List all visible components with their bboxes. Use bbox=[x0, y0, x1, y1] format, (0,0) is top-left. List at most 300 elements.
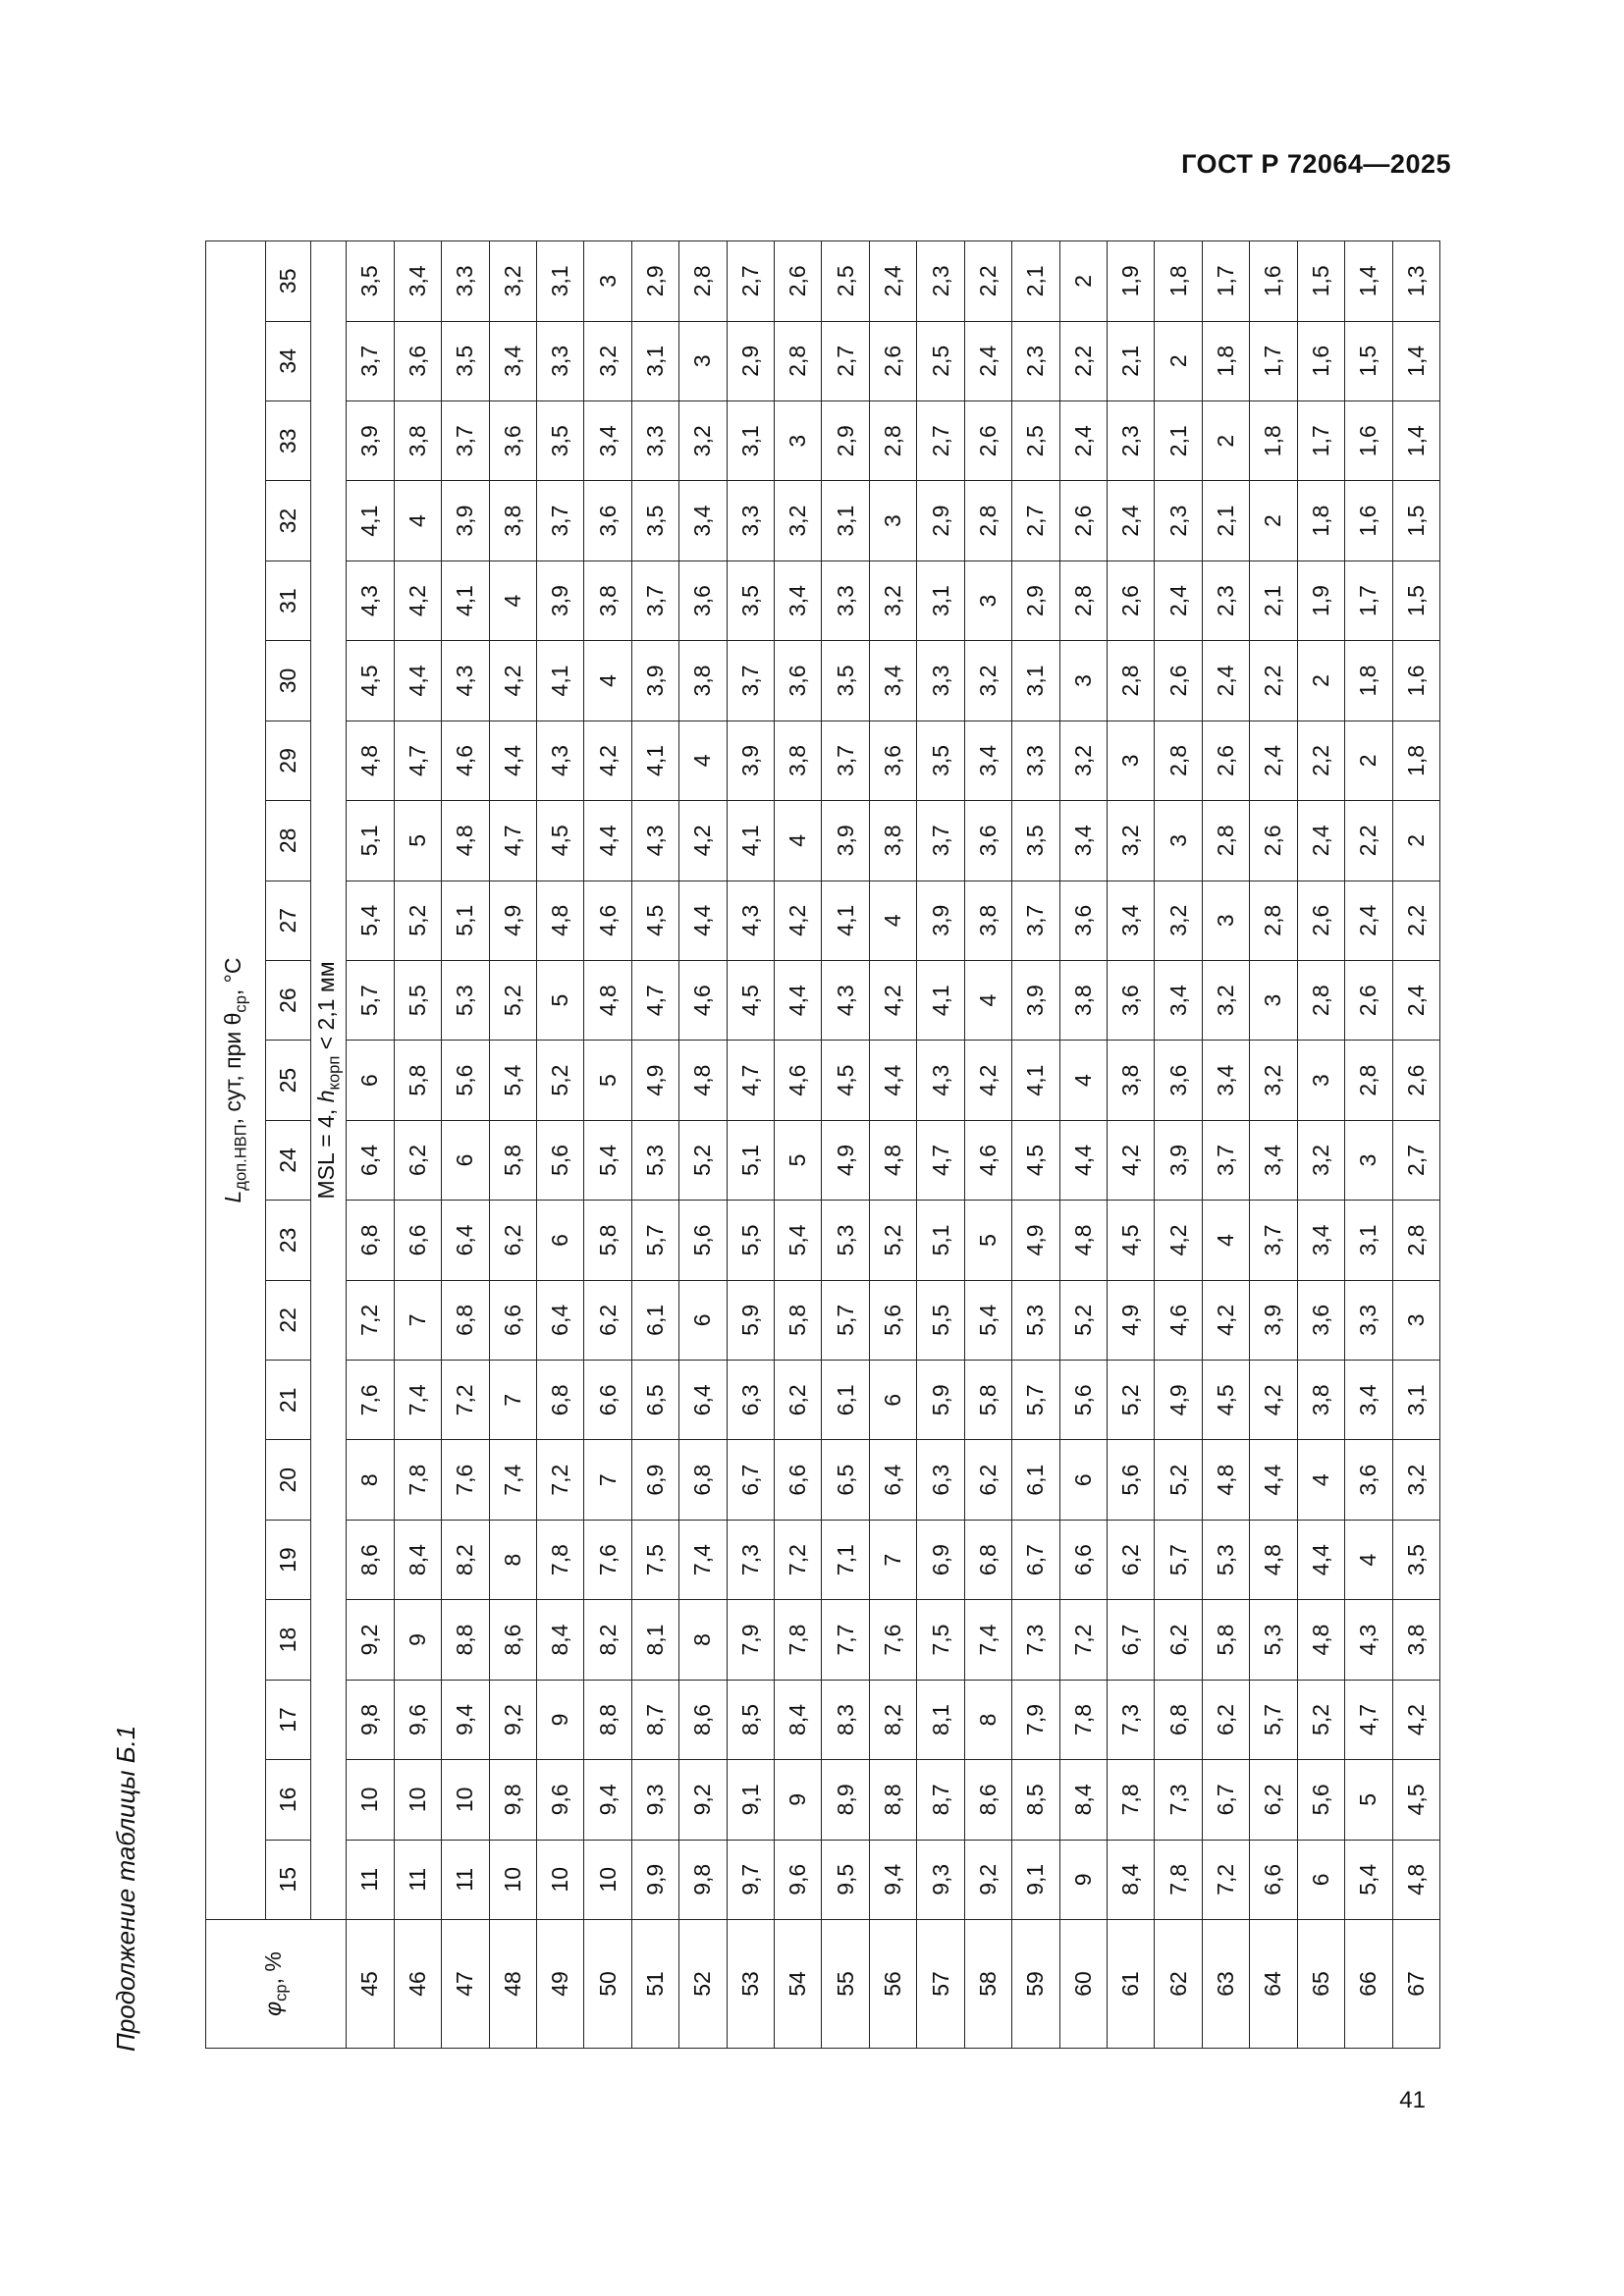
table-cell: 4,2 bbox=[584, 721, 631, 800]
table-cell: 1,8 bbox=[1155, 241, 1202, 322]
table-cell: 8,2 bbox=[869, 1680, 916, 1759]
table-cell: 6,6 bbox=[1250, 1840, 1297, 1919]
table-cell: 2,1 bbox=[1012, 241, 1059, 322]
table-cell: 9,4 bbox=[584, 1760, 631, 1840]
column-header-temp: 16 bbox=[265, 1760, 310, 1840]
row-humidity: 45 bbox=[347, 1920, 394, 2049]
table-cell: 4 bbox=[964, 960, 1011, 1040]
table-cell: 4,4 bbox=[1059, 1120, 1107, 1200]
table-cell: 3,9 bbox=[347, 400, 394, 480]
column-header-temp: 32 bbox=[265, 481, 310, 561]
table-cell: 7,6 bbox=[584, 1520, 631, 1599]
table-cell: 7,3 bbox=[1012, 1600, 1059, 1680]
row-humidity: 51 bbox=[631, 1920, 678, 2049]
page-number: 41 bbox=[1399, 2087, 1426, 2113]
table-cell: 6,2 bbox=[775, 1361, 822, 1440]
table-cell: 7,6 bbox=[347, 1361, 394, 1440]
table-cell: 3,4 bbox=[1202, 1041, 1249, 1120]
table-cell: 8,8 bbox=[442, 1600, 489, 1680]
table-cell: 4,7 bbox=[489, 801, 536, 881]
table-cell: 7 bbox=[394, 1280, 441, 1360]
table-cell: 2,8 bbox=[869, 400, 916, 480]
table-cell: 1,5 bbox=[1297, 241, 1344, 322]
table-cell: 5 bbox=[775, 1120, 822, 1200]
table-cell: 9,9 bbox=[631, 1840, 678, 1919]
table-cell: 5,8 bbox=[964, 1361, 1011, 1440]
table-cell: 1,6 bbox=[1250, 241, 1297, 322]
table-cell: 2,5 bbox=[822, 241, 869, 322]
row-humidity: 47 bbox=[442, 1920, 489, 2049]
table-cell: 4,4 bbox=[489, 721, 536, 800]
table-cell: 5,2 bbox=[679, 1120, 727, 1200]
table-cell: 2,7 bbox=[727, 241, 774, 322]
table-cell: 9,2 bbox=[964, 1840, 1011, 1919]
table-cell: 7,3 bbox=[727, 1520, 774, 1599]
table-cell: 3,4 bbox=[1250, 1120, 1297, 1200]
table-cell: 4,4 bbox=[394, 641, 441, 721]
table-cell: 2,7 bbox=[917, 400, 964, 480]
table-cell: 6,2 bbox=[1155, 1600, 1202, 1680]
lifetime-header: $L_{доп.НВП}$, сут, при $\theta_{ср}$, °С bbox=[206, 241, 266, 1920]
table-cell: 9,2 bbox=[347, 1600, 394, 1680]
table-row bbox=[631, 241, 678, 2049]
table-cell: 9,4 bbox=[442, 1680, 489, 1759]
table-cell: 2,3 bbox=[1155, 481, 1202, 561]
table-cell: 8,4 bbox=[1059, 1760, 1107, 1840]
table-cell: 6,7 bbox=[1108, 1600, 1155, 1680]
table-cell: 7,4 bbox=[964, 1600, 1011, 1680]
table-cell: 6,4 bbox=[442, 1201, 489, 1280]
table-cell: 3,1 bbox=[822, 481, 869, 561]
table-cell: 1,6 bbox=[1297, 321, 1344, 400]
table-cell: 1,9 bbox=[1108, 241, 1155, 322]
msl-condition: MSL = 4, $h_{корп} < 2,1$ мм bbox=[310, 241, 346, 1920]
table-cell: 2,6 bbox=[1392, 1041, 1439, 1120]
table-cell: 11 bbox=[394, 1840, 441, 1919]
table-cell: 3,5 bbox=[1392, 1520, 1439, 1599]
column-header-temp: 28 bbox=[265, 801, 310, 881]
table-cell: 8,6 bbox=[347, 1520, 394, 1599]
table-cell: 2,4 bbox=[1108, 481, 1155, 561]
table-cell: 7,8 bbox=[1059, 1680, 1107, 1759]
table-cell: 5,3 bbox=[631, 1120, 678, 1200]
table-cell: 6 bbox=[869, 1361, 916, 1440]
table-row bbox=[1012, 241, 1059, 2049]
table-cell: 3,2 bbox=[1059, 721, 1107, 800]
table-cell: 2,8 bbox=[1392, 1201, 1439, 1280]
table-cell: 3,2 bbox=[489, 241, 536, 322]
table-cell: 2,4 bbox=[964, 321, 1011, 400]
table-cell: 4 bbox=[1202, 1201, 1249, 1280]
column-header-temp: 29 bbox=[265, 721, 310, 800]
table-cell: 4,5 bbox=[631, 881, 678, 960]
table-cell: 3,3 bbox=[917, 641, 964, 721]
table-cell: 3,6 bbox=[1155, 1041, 1202, 1120]
table-cell: 3 bbox=[869, 481, 916, 561]
table-cell: 4,8 bbox=[536, 881, 583, 960]
table-cell: 2,6 bbox=[1345, 960, 1392, 1040]
table-cell: 7,1 bbox=[822, 1520, 869, 1599]
table-cell: 3,1 bbox=[536, 241, 583, 322]
table-cell: 4 bbox=[584, 641, 631, 721]
table-cell: 3,6 bbox=[1345, 1440, 1392, 1520]
table-cell: 5,8 bbox=[1202, 1600, 1249, 1680]
table-cell: 8,6 bbox=[679, 1680, 727, 1759]
table-cell: 3,3 bbox=[442, 241, 489, 322]
table-cell: 4,2 bbox=[775, 881, 822, 960]
table-cell: 9 bbox=[775, 1760, 822, 1840]
table-row bbox=[442, 241, 489, 2049]
table-cell: 6,3 bbox=[917, 1440, 964, 1520]
table-cell: 4,9 bbox=[1012, 1201, 1059, 1280]
table-cell: 4,2 bbox=[679, 801, 727, 881]
table-cell: 3,7 bbox=[442, 400, 489, 480]
table-cell: 7,2 bbox=[1202, 1840, 1249, 1919]
table-cell: 5,9 bbox=[727, 1280, 774, 1360]
table-cell: 5,7 bbox=[347, 960, 394, 1040]
table-cell: 8,3 bbox=[822, 1680, 869, 1759]
table-cell: 3,4 bbox=[394, 241, 441, 322]
table-caption: Продолжение таблицы Б.1 bbox=[111, 1725, 140, 2052]
table-cell: 2,9 bbox=[727, 321, 774, 400]
table-cell: 7,5 bbox=[631, 1520, 678, 1599]
table-cell: 3,9 bbox=[442, 481, 489, 561]
table-cell: 6,8 bbox=[536, 1361, 583, 1440]
table-cell: 2,2 bbox=[964, 241, 1011, 322]
table-cell: 3,8 bbox=[584, 561, 631, 640]
table-cell: 3,7 bbox=[727, 641, 774, 721]
table-cell: 3,8 bbox=[489, 481, 536, 561]
table-row bbox=[679, 241, 727, 2049]
table-row bbox=[347, 241, 394, 2049]
table-row bbox=[1155, 241, 1202, 2049]
table-cell: 3,1 bbox=[727, 400, 774, 480]
table-cell: 9,5 bbox=[822, 1840, 869, 1919]
row-humidity: 50 bbox=[584, 1920, 631, 2049]
table-cell: 8,4 bbox=[536, 1600, 583, 1680]
table-cell: 1,4 bbox=[1345, 241, 1392, 322]
table-cell: 4,1 bbox=[1012, 1041, 1059, 1120]
table-cell: 2 bbox=[1250, 481, 1297, 561]
table-cell: 2,8 bbox=[679, 241, 727, 322]
table-row bbox=[1297, 241, 1344, 2049]
table-row bbox=[964, 241, 1011, 2049]
table-cell: 6 bbox=[347, 1041, 394, 1120]
table-cell: 2,9 bbox=[631, 241, 678, 322]
table-cell: 7,8 bbox=[536, 1520, 583, 1599]
table-cell: 3,7 bbox=[631, 561, 678, 640]
table-cell: 5,5 bbox=[917, 1280, 964, 1360]
table-cell: 4,6 bbox=[775, 1041, 822, 1120]
table-cell: 4,7 bbox=[727, 1041, 774, 1120]
table-cell: 3,4 bbox=[964, 721, 1011, 800]
table-cell: 3 bbox=[964, 561, 1011, 640]
table-cell: 4,2 bbox=[1155, 1201, 1202, 1280]
table-cell: 3,6 bbox=[584, 481, 631, 561]
table-cell: 2,9 bbox=[1012, 561, 1059, 640]
table-cell: 3 bbox=[1155, 801, 1202, 881]
table-cell: 3,8 bbox=[869, 801, 916, 881]
table-cell: 9,1 bbox=[727, 1760, 774, 1840]
table-cell: 3,6 bbox=[489, 400, 536, 480]
table-cell: 4,9 bbox=[1108, 1280, 1155, 1360]
table-cell: 6,2 bbox=[394, 1120, 441, 1200]
table-cell: 9,3 bbox=[631, 1760, 678, 1840]
table-cell: 5 bbox=[1345, 1760, 1392, 1840]
table-cell: 3,2 bbox=[1250, 1041, 1297, 1120]
table-cell: 6,9 bbox=[917, 1520, 964, 1599]
table-cell: 2,2 bbox=[1250, 641, 1297, 721]
table-cell: 10 bbox=[536, 1840, 583, 1919]
row-humidity: 60 bbox=[1059, 1920, 1107, 2049]
row-humidity: 67 bbox=[1392, 1920, 1439, 2049]
column-header-temp: 23 bbox=[265, 1201, 310, 1280]
table-cell: 2 bbox=[1297, 641, 1344, 721]
table-cell: 1,7 bbox=[1345, 561, 1392, 640]
table-cell: 4,4 bbox=[869, 1041, 916, 1120]
table-cell: 3,5 bbox=[347, 241, 394, 322]
table-cell: 6,1 bbox=[1012, 1440, 1059, 1520]
table-cell: 3,6 bbox=[1108, 960, 1155, 1040]
table-cell: 7,8 bbox=[394, 1440, 441, 1520]
table-cell: 5,3 bbox=[1012, 1280, 1059, 1360]
table-cell: 4,2 bbox=[1250, 1361, 1297, 1440]
table-cell: 6 bbox=[1059, 1440, 1107, 1520]
table-cell: 3,4 bbox=[1297, 1201, 1344, 1280]
table-cell: 6,7 bbox=[727, 1440, 774, 1520]
table-cell: 2,6 bbox=[1059, 481, 1107, 561]
table-cell: 6,4 bbox=[679, 1361, 727, 1440]
table-cell: 4,9 bbox=[1155, 1361, 1202, 1440]
table-cell: 3,7 bbox=[1202, 1120, 1249, 1200]
table-cell: 8,2 bbox=[584, 1600, 631, 1680]
table-cell: 1,4 bbox=[1392, 400, 1439, 480]
table-cell: 5,6 bbox=[869, 1280, 916, 1360]
table-cell: 7,9 bbox=[727, 1600, 774, 1680]
table-cell: 4,8 bbox=[1202, 1440, 1249, 1520]
table-cell: 7 bbox=[584, 1440, 631, 1520]
table-cell: 6,4 bbox=[869, 1440, 916, 1520]
table-cell: 6,1 bbox=[822, 1361, 869, 1440]
table-cell: 11 bbox=[347, 1840, 394, 1919]
table-cell: 3,8 bbox=[1108, 1041, 1155, 1120]
table-cell: 5,8 bbox=[394, 1041, 441, 1120]
column-header-temp: 22 bbox=[265, 1280, 310, 1360]
table-cell: 4,1 bbox=[442, 561, 489, 640]
table-cell: 8,1 bbox=[917, 1680, 964, 1759]
table-cell: 3,2 bbox=[1155, 881, 1202, 960]
table-cell: 2,8 bbox=[1345, 1041, 1392, 1120]
table-row bbox=[536, 241, 583, 2049]
table-cell: 8,9 bbox=[822, 1760, 869, 1840]
table-cell: 2,8 bbox=[1108, 641, 1155, 721]
table-cell: 11 bbox=[442, 1840, 489, 1919]
table-cell: 7,2 bbox=[775, 1520, 822, 1599]
table-cell: 3,9 bbox=[1250, 1280, 1297, 1360]
table-cell: 2,2 bbox=[1059, 321, 1107, 400]
table-cell: 3,5 bbox=[727, 561, 774, 640]
table-cell: 3,6 bbox=[679, 561, 727, 640]
row-humidity: 57 bbox=[917, 1920, 964, 2049]
table-cell: 4,2 bbox=[394, 561, 441, 640]
table-cell: 3,8 bbox=[775, 721, 822, 800]
table-cell: 2,4 bbox=[1345, 881, 1392, 960]
table-cell: 3,8 bbox=[1297, 1361, 1344, 1440]
table-cell: 3,6 bbox=[775, 641, 822, 721]
table-cell: 2,6 bbox=[1297, 881, 1344, 960]
table-cell: 6,2 bbox=[1108, 1520, 1155, 1599]
table-cell: 3,3 bbox=[1345, 1280, 1392, 1360]
table-cell: 9,6 bbox=[394, 1680, 441, 1759]
table-cell: 4 bbox=[394, 481, 441, 561]
table-cell: 4,4 bbox=[1297, 1520, 1344, 1599]
table-cell: 5 bbox=[964, 1201, 1011, 1280]
table-cell: 4,4 bbox=[584, 801, 631, 881]
table-cell: 4,6 bbox=[584, 881, 631, 960]
table-row bbox=[869, 241, 916, 2049]
table-cell: 9,1 bbox=[1012, 1840, 1059, 1919]
table-cell: 4,8 bbox=[1059, 1201, 1107, 1280]
table-row bbox=[775, 241, 822, 2049]
table-cell: 3,7 bbox=[347, 321, 394, 400]
table-cell: 3,8 bbox=[964, 881, 1011, 960]
table-cell: 5,5 bbox=[727, 1201, 774, 1280]
table-cell: 3 bbox=[775, 400, 822, 480]
table-cell: 1,8 bbox=[1392, 721, 1439, 800]
table-cell: 3,9 bbox=[536, 561, 583, 640]
table-cell: 4 bbox=[775, 801, 822, 881]
table-cell: 5 bbox=[536, 960, 583, 1040]
table-cell: 2,4 bbox=[1297, 801, 1344, 881]
table-cell: 5,3 bbox=[1250, 1600, 1297, 1680]
table-cell: 10 bbox=[442, 1760, 489, 1840]
table-cell: 10 bbox=[584, 1840, 631, 1919]
table-cell: 3,5 bbox=[442, 321, 489, 400]
table-cell: 3,1 bbox=[917, 561, 964, 640]
table-cell: 7,6 bbox=[442, 1440, 489, 1520]
table-cell: 4,9 bbox=[489, 881, 536, 960]
column-header-temp: 24 bbox=[265, 1120, 310, 1200]
table-cell: 4,8 bbox=[869, 1120, 916, 1200]
table-cell: 8,4 bbox=[1108, 1840, 1155, 1919]
table-row bbox=[1202, 241, 1249, 2049]
table-cell: 4,5 bbox=[822, 1041, 869, 1120]
table-cell: 8,6 bbox=[489, 1600, 536, 1680]
table-cell: 2,6 bbox=[1108, 561, 1155, 640]
column-header-temp: 35 bbox=[265, 241, 310, 322]
table-cell: 1,5 bbox=[1392, 561, 1439, 640]
row-humidity: 46 bbox=[394, 1920, 441, 2049]
table-cell: 3,7 bbox=[1012, 881, 1059, 960]
table-cell: 2,6 bbox=[775, 241, 822, 322]
table-cell: 1,7 bbox=[1202, 241, 1249, 322]
table-cell: 3,6 bbox=[1297, 1280, 1344, 1360]
table-cell: 8 bbox=[679, 1600, 727, 1680]
table-cell: 3,9 bbox=[917, 881, 964, 960]
row-humidity: 59 bbox=[1012, 1920, 1059, 2049]
table-cell: 9,7 bbox=[727, 1840, 774, 1919]
table-cell: 5,7 bbox=[822, 1280, 869, 1360]
table-row bbox=[1392, 241, 1439, 2049]
column-header-temp: 34 bbox=[265, 321, 310, 400]
table-cell: 4,8 bbox=[1297, 1600, 1344, 1680]
table-cell: 4,3 bbox=[347, 561, 394, 640]
table-cell: 7,6 bbox=[869, 1600, 916, 1680]
column-header-temp: 26 bbox=[265, 960, 310, 1040]
table-cell: 2,6 bbox=[1155, 641, 1202, 721]
table-cell: 3,9 bbox=[631, 641, 678, 721]
table-cell: 5,1 bbox=[347, 801, 394, 881]
table-cell: 9,4 bbox=[869, 1840, 916, 1919]
table-cell: 8 bbox=[489, 1520, 536, 1599]
table-cell: 3,5 bbox=[822, 641, 869, 721]
table-cell: 5,4 bbox=[584, 1120, 631, 1200]
column-header-temp: 30 bbox=[265, 641, 310, 721]
table-cell: 5,1 bbox=[442, 881, 489, 960]
table-cell: 4,2 bbox=[1202, 1280, 1249, 1360]
table-cell: 3,7 bbox=[1250, 1201, 1297, 1280]
table-cell: 4,8 bbox=[1392, 1840, 1439, 1919]
table-cell: 2 bbox=[1155, 321, 1202, 400]
table-cell: 9,6 bbox=[536, 1760, 583, 1840]
table-cell: 4,5 bbox=[727, 960, 774, 1040]
table-cell: 8 bbox=[347, 1440, 394, 1520]
table-cell: 2,3 bbox=[1108, 400, 1155, 480]
table-cell: 7,5 bbox=[917, 1600, 964, 1680]
table-cell: 3,4 bbox=[1059, 801, 1107, 881]
table-cell: 4,7 bbox=[631, 960, 678, 1040]
table-cell: 4 bbox=[679, 721, 727, 800]
row-humidity: 65 bbox=[1297, 1920, 1344, 2049]
table-cell: 4,6 bbox=[964, 1120, 1011, 1200]
table-cell: 1,8 bbox=[1297, 481, 1344, 561]
table-cell: 1,9 bbox=[1297, 561, 1344, 640]
table-cell: 1,5 bbox=[1345, 321, 1392, 400]
table-cell: 3,2 bbox=[679, 400, 727, 480]
table-cell: 3,3 bbox=[1012, 721, 1059, 800]
table-cell: 7,4 bbox=[394, 1361, 441, 1440]
table-cell: 1,7 bbox=[1250, 321, 1297, 400]
row-humidity: 63 bbox=[1202, 1920, 1249, 2049]
table-cell: 3,2 bbox=[1108, 801, 1155, 881]
table-cell: 4,5 bbox=[347, 641, 394, 721]
table-cell: 4,3 bbox=[822, 960, 869, 1040]
table-cell: 2,7 bbox=[1012, 481, 1059, 561]
table-cell: 5,6 bbox=[442, 1041, 489, 1120]
table-cell: 2,3 bbox=[1202, 561, 1249, 640]
table-cell: 4,5 bbox=[536, 801, 583, 881]
table-cell: 2,4 bbox=[1392, 960, 1439, 1040]
table-cell: 6,6 bbox=[584, 1361, 631, 1440]
table-cell: 4,3 bbox=[917, 1041, 964, 1120]
table-cell: 8,5 bbox=[1012, 1760, 1059, 1840]
column-header-temp: 15 bbox=[265, 1840, 310, 1919]
table-cell: 2,4 bbox=[1155, 561, 1202, 640]
table-cell: 5,2 bbox=[869, 1201, 916, 1280]
table-cell: 1,7 bbox=[1297, 400, 1344, 480]
table-cell: 3,1 bbox=[1392, 1361, 1439, 1440]
table-cell: 5,6 bbox=[536, 1120, 583, 1200]
table-cell: 3,4 bbox=[584, 400, 631, 480]
table-cell: 1,4 bbox=[1392, 321, 1439, 400]
table-cell: 7,2 bbox=[536, 1440, 583, 1520]
table-cell: 2,9 bbox=[822, 400, 869, 480]
table-cell: 2,8 bbox=[1297, 960, 1344, 1040]
table-cell: 2,4 bbox=[1059, 400, 1107, 480]
table-cell: 3,7 bbox=[917, 801, 964, 881]
table-cell: 6,2 bbox=[584, 1280, 631, 1360]
table-cell: 1,8 bbox=[1345, 641, 1392, 721]
